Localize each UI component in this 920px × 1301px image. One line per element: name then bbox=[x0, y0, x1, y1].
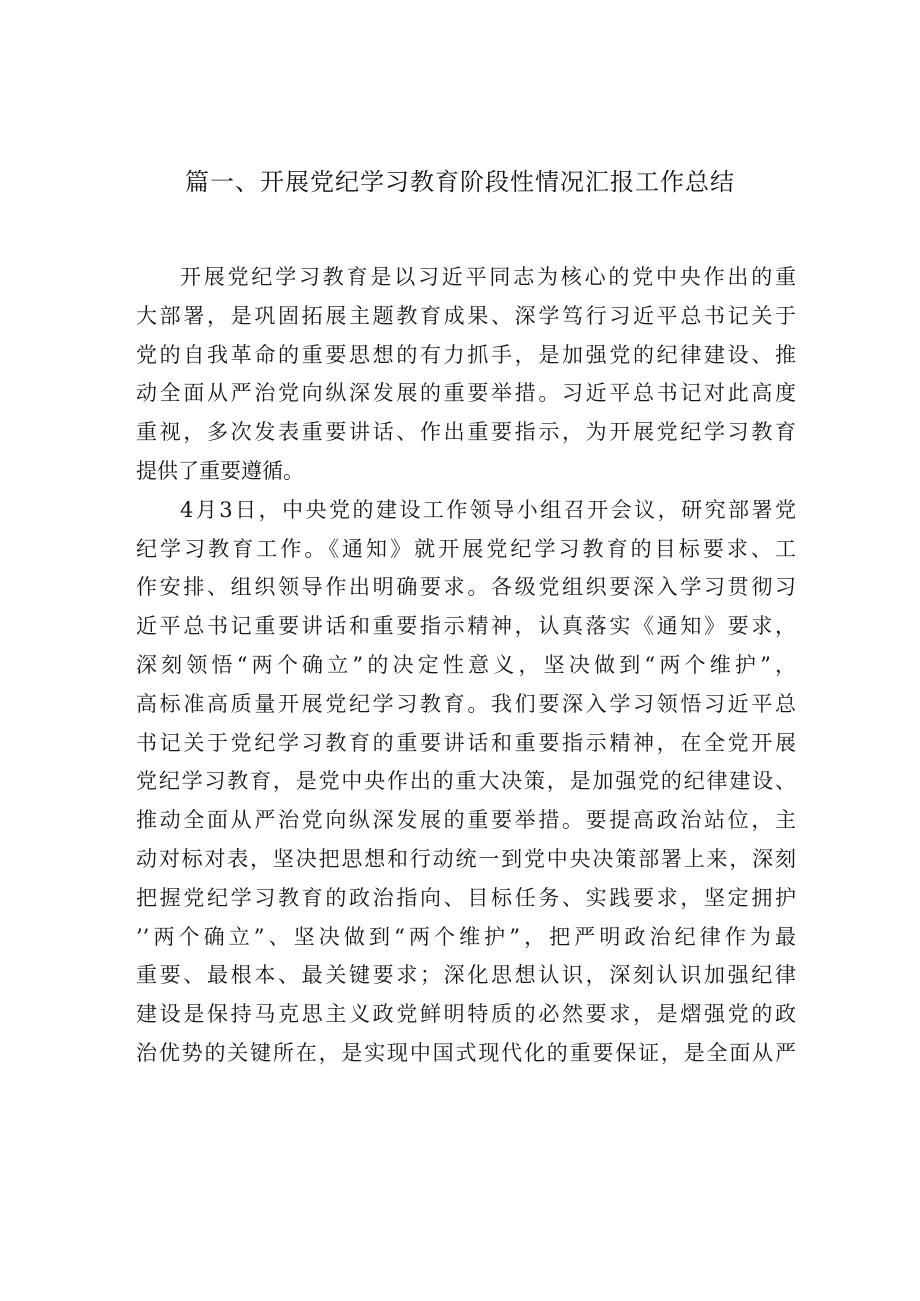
text-line: 4月3日，中央党的建设工作领导小组召开会议，研究部署党 bbox=[180, 497, 796, 522]
text-line: ’’两个确立”、坚决做到“两个维护”，把严明政治纪律作为最 bbox=[136, 924, 796, 949]
text-line: 党的自我革命的重要思想的有力抓手，是加强党的纪律建设、推 bbox=[136, 342, 796, 367]
text-line: 重要、最根本、最关键要求；深化思想认识，深刻认识加强纪律 bbox=[136, 963, 796, 988]
document-title: 篇一、开展党纪学习教育阶段性情况汇报工作总结 bbox=[185, 168, 735, 196]
text-line: 提供了重要遵循。 bbox=[136, 458, 304, 483]
text-line: 把握党纪学习教育的政治指向、目标任务、实践要求，坚定拥护 bbox=[136, 885, 796, 910]
text-line: 深刻领悟“两个确立”的决定性意义，坚决做到“两个维护”， bbox=[136, 652, 796, 677]
text-line: 作安排、组织领导作出明确要求。各级党组织要深入学习贯彻习 bbox=[136, 575, 796, 600]
paragraph-2 bbox=[136, 491, 796, 1073]
text-line: 开展党纪学习教育是以习近平同志为核心的党中央作出的重 bbox=[180, 265, 796, 289]
text-line: 书记关于党纪学习教育的重要讲话和重要指示精神，在全党开展 bbox=[136, 730, 796, 755]
document-body bbox=[136, 258, 796, 1073]
text-line: 纪学习教育工作。《通知》就开展党纪学习教育的目标要求、工 bbox=[136, 536, 796, 561]
text-line: 建设是保持马克思主义政党鲜明特质的必然要求，是熠强党的政 bbox=[136, 1002, 796, 1027]
text-line: 治优势的关键所在，是实现中国式现代化的重要保证，是全面从严 bbox=[136, 1040, 796, 1065]
text-line: 近平总书记重要讲话和重要指示精神，认真落实《通知》要求， bbox=[136, 614, 796, 639]
text-line: 重视，多次发表重要讲话、作出重要指示，为开展党纪学习教育 bbox=[136, 420, 796, 445]
paragraph-1 bbox=[136, 258, 796, 491]
text-line: 推动全面从严治党向纵深发展的重要举措。要提高政治站位，主 bbox=[136, 808, 796, 833]
text-line: 动全面从严治党向纵深发展的重要举措。习近平总书记对此高度 bbox=[136, 381, 796, 406]
text-line: 大部署，是巩固拓展主题教育成果、深学笃行习近平总书记关于 bbox=[136, 303, 796, 328]
text-line: 动对标对表，坚决把思想和行动统一到党中央决策部署上来，深刻 bbox=[136, 846, 796, 871]
text-line: 党纪学习教育，是党中央作出的重大决策，是加强党的纪律建设、 bbox=[136, 769, 796, 794]
text-line: 高标准高质量开展党纪学习教育。我们要深入学习领悟习近平总 bbox=[136, 691, 796, 716]
